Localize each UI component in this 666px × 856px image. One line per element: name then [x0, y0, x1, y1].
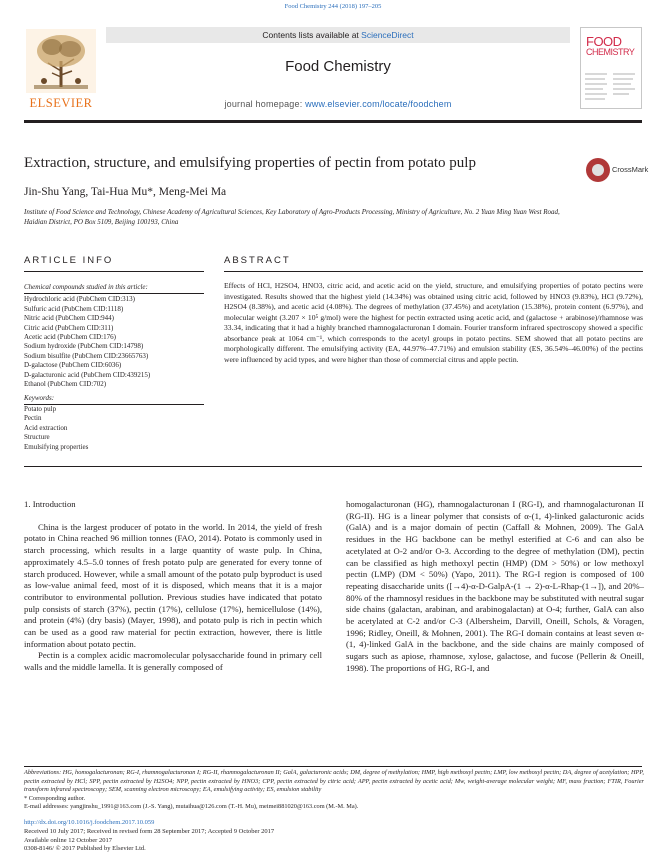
keyword-item: Potato pulp: [24, 404, 57, 413]
homepage-prefix: journal homepage:: [224, 99, 306, 109]
article-info-rule: [24, 271, 204, 272]
keyword-item: Structure: [24, 433, 50, 442]
article-authors: Jin-Shu Yang, Tai-Hua Mu*, Meng-Mei Ma: [24, 186, 227, 198]
abstract-rule: [224, 271, 643, 272]
elsevier-tree-icon: [24, 27, 98, 97]
cover-title-line1: FOOD: [586, 34, 622, 49]
doi-link[interactable]: http://dx.doi.org/10.1016/j.foodchem.2017.10.059: [24, 819, 155, 826]
body-column-right: [346, 499, 644, 675]
compound-item: Sulfuric acid (PubChem CID:1118): [24, 304, 124, 313]
cover-text-lines-icon: [585, 72, 637, 104]
copyright-line: 0308-8146/ © 2017 Published by Elsevier Ltd.: [24, 845, 146, 853]
footnotes: [24, 769, 644, 812]
body-paragraph: China is the largest producer of potato in the world. In 2014, the yield of fresh potato in China reached 96 million tonnes (FAO, 2014). Potato is commonly used in starch processing, which results in a large quantity of waste pulp. In China, approximately 4.5–5.0 tonnes of fresh potato pulp are generated for every tonne of starch produced. However, while a small amount of the potato pulp byproduct is used as low-value animal feed, most of it is disposed, which means that it is a major contributor to environmental pollution. Previous studies have indicated that potato pulp consists of starch (37%), pectin (17%), cellulose (17%), hemicellulose (14%), and protein (4%) (dry basis) (Mayer, 1998), and potato pulp is rich in pectin which can be used as a good raw material for pectin extraction, however, there is little information about potato pectin.: [24, 521, 322, 649]
article-metadata: [24, 819, 424, 854]
cover-title-line2: CHEMISTRY: [586, 47, 635, 57]
compound-item: Sodium bisulfite (PubChem CID:23665763): [24, 351, 149, 360]
journal-cover-thumbnail[interactable]: [580, 27, 642, 109]
body-column-left: [24, 499, 322, 674]
contents-prefix: Contents lists available at: [262, 30, 362, 40]
keyword-item: Acid extraction: [24, 423, 68, 432]
abstract-bottom-rule: [24, 466, 642, 467]
compound-item: Ethanol (PubChem CID:702): [24, 380, 107, 389]
received-dates: Received 10 July 2017; Received in revised form 28 September 2017; Accepted 9 October 2017: [24, 827, 275, 835]
footnote-rule: [24, 766, 642, 767]
article-info-heading: ARTICLE INFO: [24, 255, 114, 266]
crossmark-label: CrossMark: [612, 165, 649, 174]
keyword-item: Emulsifying properties: [24, 442, 89, 451]
contents-band: [106, 27, 570, 43]
keyword-item: Pectin: [24, 414, 42, 423]
journal-title: Food Chemistry: [285, 58, 391, 75]
compound-item: Acetic acid (PubChem CID:176): [24, 333, 116, 342]
author-affiliation: Institute of Food Science and Technology, Chinese Academy of Agricultural Sciences, Key Laboratory of Agro-Products Processing, Ministry of Agriculture, No. 2 Yuan Ming Yuan West Road, Haidian District, PO Box 5109, Beijing 100193, China: [24, 208, 560, 226]
crossmark-badge[interactable]: [586, 158, 649, 184]
corresponding-author-note: * Corresponding author.: [24, 794, 86, 802]
journal-reference[interactable]: Food Chemistry 244 (2018) 197–205: [284, 3, 382, 10]
compounds-heading: Chemical compounds studied in this article:: [24, 283, 204, 294]
available-online-date: Available online 12 October 2017: [24, 836, 112, 844]
homepage-link[interactable]: www.elsevier.com/locate/foodchem: [305, 99, 452, 109]
compound-item: Sodium hydroxide (PubChem CID:14798): [24, 342, 144, 351]
crossmark-icon: [586, 158, 610, 182]
abstract-text: Effects of HCl, H2SO4, HNO3, citric acid, and acetic acid on the yield, structure, and emulsifying properties of potato pectins were investigated. Results showed that the highest yield (14.34%) was obtained using citric acid, followed by HNO3 (9.83%), HCl (9.72%), H2SO4 (8.38%), and acetic acid (4.08%). The degrees of methylation (37.45%) and acetylation (15.38%), protein content (6.97%), and molecular weight (3.207 × 10⁵ g/mol) were the highest for pectin extracted using acetic acid, and (galactose + arabinose)/rhamnose was 33.34, indicating that it had a highly branched rhamnogalacturonan I domain. Fourier transform infrared spectroscopy showed a specific absorbance peak at 1064 cm⁻¹, which corresponds to the acetyl groups in potato pectins. SEM showed that all potato pectins are morphologically different. The emulsifying activity (EA, 44.97%–47.71%) and emulsion stability (ES, 36.54%–46.00%) of the pectins were influenced by acid types, and were higher than those of commercial citrus and apple pectin.: [224, 281, 643, 364]
header-rule: [24, 120, 642, 123]
body-paragraph: Pectin is a complex acidic macromolecular polysaccharide found in primary cell walls and the middle lamella. It is generally composed of: [24, 650, 322, 673]
article-info-panel: [24, 283, 204, 452]
abbreviations-footnote: Abbreviations: HG, homogalacturonan; RG-I, rhamnogalacturonan I; RG-II, rhamnogalacturonan II; GalA, galacturonic acids; DM, degree of methylation; HMP, high methoxyl pectin; LMP, low methoxyl pectin; DA, degree of acetylation; HPP, pectin extracted by HCl; SPP, pectin extracted by H2SO4; NPP, pectin extracted by HNO3; CPP, pectin extracted by citric acid; APP, pectin extracted by acetic acid; Mw, weight-average molecular weight; MF, mass fraction; FTIR, Fourier transform infrared spectroscopy; SEM, scanning electron microscopy; EA, emulsifying activity; ES, emulsion stability: [24, 769, 644, 794]
compound-item: D-galacturonic acid (PubChem CID:439215): [24, 370, 151, 379]
compound-item: Citric acid (PubChem CID:311): [24, 323, 114, 332]
cover-title: [586, 36, 634, 58]
journal-masthead: [106, 27, 570, 113]
abstract-heading: ABSTRACT: [224, 255, 291, 266]
journal-homepage: [106, 99, 570, 109]
email-addresses[interactable]: E-mail addresses: yangjinshu_1991@163.com (J.-S. Yang), mutaihua@126.com (T.-H. Mu), meimei881020@163.com (M.-M. Ma).: [24, 803, 359, 811]
section-heading-introduction: 1. Introduction: [24, 499, 76, 509]
publisher-name: ELSEVIER: [29, 96, 93, 110]
sciencedirect-link[interactable]: ScienceDirect: [361, 30, 414, 40]
compound-item: Hydrochloric acid (PubChem CID:313): [24, 295, 136, 304]
compound-item: Nitric acid (PubChem CID:944): [24, 314, 115, 323]
compound-item: D-galactose (PubChem CID:6036): [24, 361, 122, 370]
keywords-heading: Keywords:: [24, 394, 204, 404]
article-title: Extraction, structure, and emulsifying properties of pectin from potato pulp: [24, 155, 476, 171]
body-paragraph: homogalacturonan (HG), rhamnogalacturonan I (RG-I), and rhamnogalacturonan II (RG-II). HG is a linear polymer that consists of α-(1, 4)-linked galacturonic acids (GalA) and is a major domain of pectin (Caffall & Mohnen, 2009). The GalA residues in the HG backbone can be methyl esterified at C-6 and can also be acetylated at O-2 and/or O-3. According to the degree of methylation (DM), pectin can be classified as high methoxyl pectin (HMP) (DM > 50%) or low methoxyl pectin (LMP) (DM < 50%) (Yapo, 2011). The RG-I region is composed of 100 repeating disaccharide units ([→4)-α-D-GalpA-(1 → 2)-α-L-Rhap-(1→]), and 20%–80% of the rhamnosyl residues in the backbone may be substituted with neutral sugar side chains (galactan, arabinan, and arabinogalactan) at O-4; further, GalA can also be acetylated at C-2 and/or C-3 (Albersheim, Darvill, Oneill, Schols, & Voragen, 1996; Ridley, Oneill, & Mohnen, 2001). The RG-I domain contains at least seven α-(1, 4)-linked GalA in the backbone, and the side chains are mainly composed of sugars such as apiose, rhamnose, xylose, galactose, and fucose (Pellerin & Oneill, 1998). The proportions of HG, RG-I, and: [346, 499, 644, 673]
